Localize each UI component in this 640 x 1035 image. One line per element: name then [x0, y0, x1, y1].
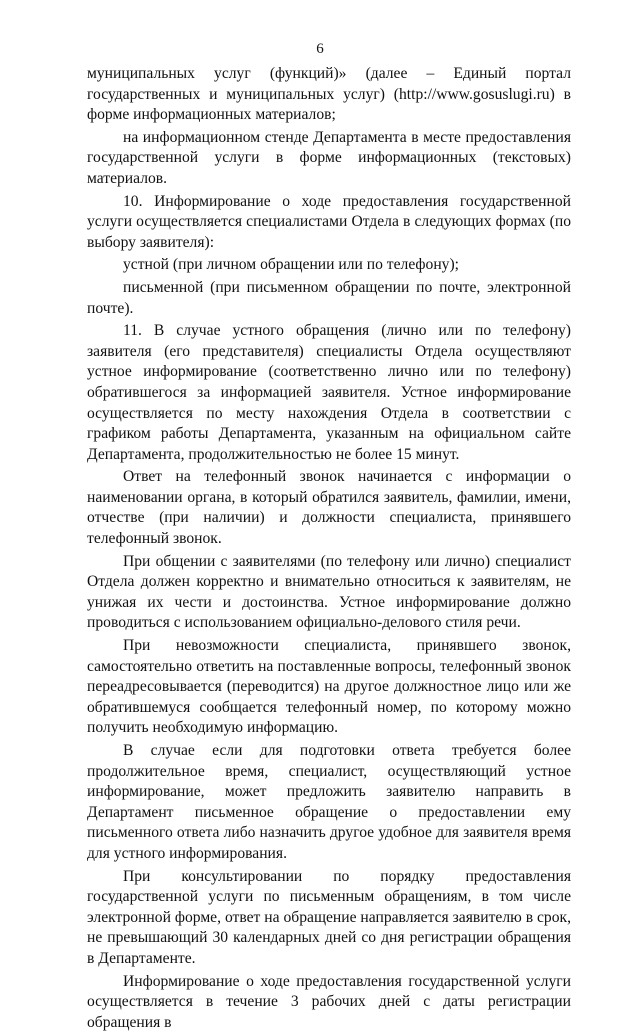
paragraph: на информационном стенде Департамента в месте предоставления государственной услуги в форме информационных (текстовых) материалов. — [87, 128, 571, 187]
paragraph: Информирование о ходе предоставления государственной услуги осуществляется в течение 3 рабочих дней с даты регистрации обращения в — [87, 972, 571, 1031]
paragraph: 10. Информирование о ходе предоставления государственной услуги осуществляется специалистами Отдела в следующих формах (по выбору заявителя): — [87, 192, 571, 251]
paragraph: муниципальных услуг (функций)» (далее – Единый портал государственных и муниципальных услуг) (http://www.gosuslugi.ru) в форме информационных материалов; — [87, 65, 571, 124]
document-body — [87, 64, 571, 1035]
paragraph: 11. В случае устного обращения (лично или по телефону) заявителя (его представителя) специалисты Отдела осуществляют устное информирование (соответственно лично или по телефону) обратившегося за информацией заявителя. Устное информирование осуществляется по месту нахождения Отдела в соответствии с графиком работы Департамента, указанным на официальном сайте Департамента, продолжительностью не более 15 минут. — [87, 322, 571, 463]
page-number: 6 — [316, 41, 324, 57]
paragraph: При общении с заявителями (по телефону или лично) специалист Отдела должен корректно и внимательно относиться к заявителям, не унижая их чести и достоинства. Устное информирование должно проводиться с использованием официально-делового стиля речи. — [87, 552, 571, 632]
paragraph: При консультировании по порядку предоставления государственной услуги по письменным обращениям, в том числе электронной форме, ответ на обращение направляется заявителю в срок, не превышающий 30 календарных дней со дня регистрации обращения в Департаменте. — [87, 867, 571, 967]
paragraph: В случае если для подготовки ответа требуется более продолжительное время, специалист, осуществляющий устное информирование, может предложить заявителю направить в Департамент письменное обращение о предоставлении ему письменного ответа либо назначить другое удобное для заявителя время для устного информирования. — [87, 742, 571, 862]
paragraph: Ответ на телефонный звонок начинается с информации о наименовании органа, в который обратился заявитель, фамилии, имени, отчестве (при наличии) и должности специалиста, принявшего телефонный звонок. — [87, 468, 571, 548]
paragraph: письменной (при письменном обращении по почте, электронной почте). — [87, 278, 571, 317]
paragraph: При невозможности специалиста, принявшего звонок, самостоятельно ответить на поставленные вопросы, телефонный звонок переадресовывается (переводится) на другое должностное лицо или же обратившемуся сообщается телефонный номер, по которому можно получить необходимую информацию. — [87, 637, 571, 737]
paragraph: устной (при личном обращении или по телефону); — [123, 256, 459, 274]
